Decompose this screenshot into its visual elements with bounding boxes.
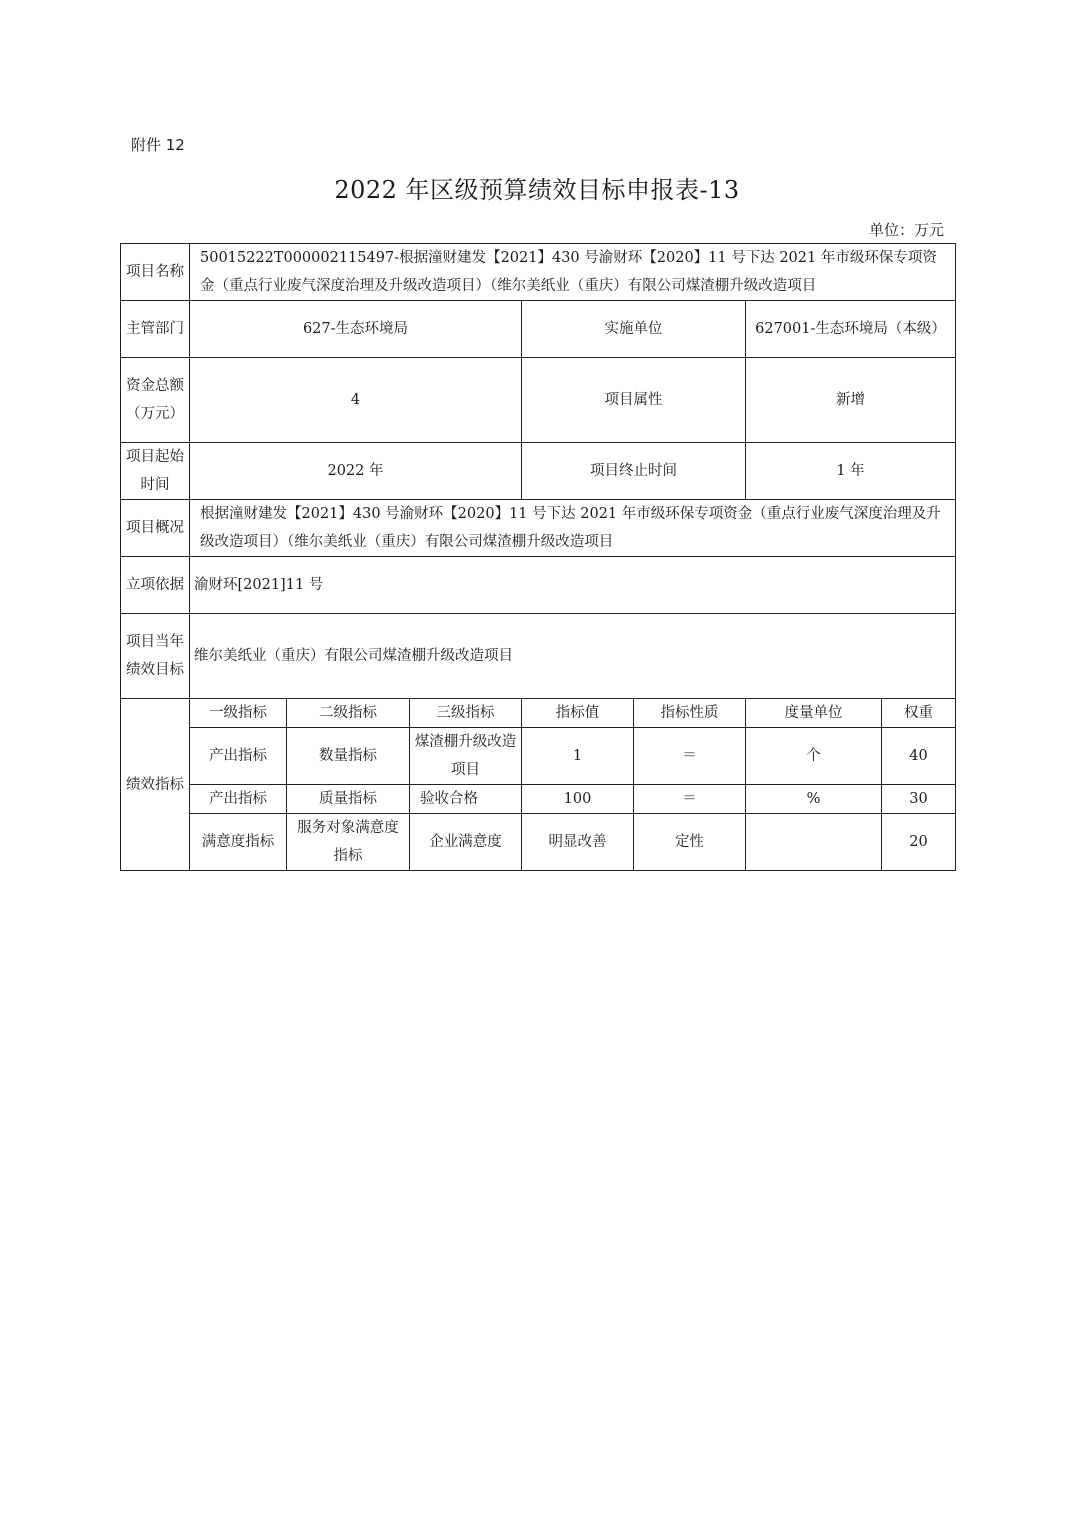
indicator-cell: 满意度指标: [190, 814, 287, 871]
row-time: [121, 443, 956, 500]
row-basis: [121, 557, 956, 614]
indicator-cell: 30: [882, 785, 956, 814]
overview-label: 项目概况: [121, 500, 190, 557]
total-funds-label: 资金总额（万元）: [121, 358, 190, 443]
indicator-header-cell: 一级指标: [190, 699, 287, 728]
indicator-header-cell: 指标性质: [634, 699, 746, 728]
indicator-header-cell: 权重: [882, 699, 956, 728]
annual-goal-label: 项目当年绩效目标: [121, 614, 190, 699]
overview-value: 根据潼财建发【2021】430 号渝财环【2020】11 号下达 2021 年市级环保专项资金（重点行业废气深度治理及升级改造项目）（维尔美纸业（重庆）有限公司煤渣棚升级改造项目: [190, 500, 956, 557]
indicator-cell: 明显改善: [522, 814, 634, 871]
indicator-cell: 1: [522, 728, 634, 785]
dept-label: 主管部门: [121, 301, 190, 358]
indicator-cell: ＝: [634, 728, 746, 785]
indicator-cell: 20: [882, 814, 956, 871]
indicator-row: [121, 728, 956, 785]
indicator-cell: 验收合格: [410, 785, 522, 814]
indicator-cell: 服务对象满意度指标: [287, 814, 410, 871]
indicator-row: [121, 785, 956, 814]
indicator-row: [121, 814, 956, 871]
start-time-value: 2022 年: [190, 443, 522, 500]
basis-value: 渝财环[2021]11 号: [190, 557, 956, 614]
indicator-cell: ＝: [634, 785, 746, 814]
impl-unit-value: 627001-生态环境局（本级）: [746, 301, 956, 358]
indicator-cell: 数量指标: [287, 728, 410, 785]
indicator-cell: 企业满意度: [410, 814, 522, 871]
budget-form-table: [120, 243, 956, 871]
end-time-value: 1 年: [746, 443, 956, 500]
basis-label: 立项依据: [121, 557, 190, 614]
dept-value: 627-生态环境局: [190, 301, 522, 358]
indicator-cell: 100: [522, 785, 634, 814]
attachment-label: 附件 12: [131, 136, 185, 154]
page-title: 2022 年区级预算绩效目标申报表-13: [334, 176, 740, 204]
unit-label: 单位：万元: [868, 221, 944, 239]
project-name-label: 项目名称: [121, 244, 190, 301]
indicator-header-cell: 度量单位: [746, 699, 882, 728]
annual-goal-value: 维尔美纸业（重庆）有限公司煤渣棚升级改造项目: [190, 614, 956, 699]
indicator-cell: %: [746, 785, 882, 814]
start-time-label: 项目起始时间: [121, 443, 190, 500]
total-funds-value: 4: [190, 358, 522, 443]
indicator-cell: 定性: [634, 814, 746, 871]
project-attr-label: 项目属性: [522, 358, 746, 443]
indicator-header-cell: 三级指标: [410, 699, 522, 728]
indicators-label: 绩效指标: [121, 699, 190, 871]
indicator-cell: 产出指标: [190, 728, 287, 785]
indicator-header-row: [121, 699, 956, 728]
indicator-header-cell: 指标值: [522, 699, 634, 728]
row-project-name: [121, 244, 956, 301]
row-annual-goal: [121, 614, 956, 699]
indicator-cell: 煤渣棚升级改造项目: [410, 728, 522, 785]
indicator-header-cell: 二级指标: [287, 699, 410, 728]
indicator-cell: [746, 814, 882, 871]
indicator-cell: 40: [882, 728, 956, 785]
indicator-cell: 产出指标: [190, 785, 287, 814]
impl-unit-label: 实施单位: [522, 301, 746, 358]
row-dept: [121, 301, 956, 358]
row-overview: [121, 500, 956, 557]
end-time-label: 项目终止时间: [522, 443, 746, 500]
row-funds: [121, 358, 956, 443]
indicator-cell: 质量指标: [287, 785, 410, 814]
indicator-cell: 个: [746, 728, 882, 785]
project-name-value: 50015222T000002115497-根据潼财建发【2021】430 号渝财环【2020】11 号下达 2021 年市级环保专项资金（重点行业废气深度治理及升级改造项目）（维尔美纸业（重庆）有限公司煤渣棚升级改造项目: [190, 244, 956, 301]
project-attr-value: 新增: [746, 358, 956, 443]
